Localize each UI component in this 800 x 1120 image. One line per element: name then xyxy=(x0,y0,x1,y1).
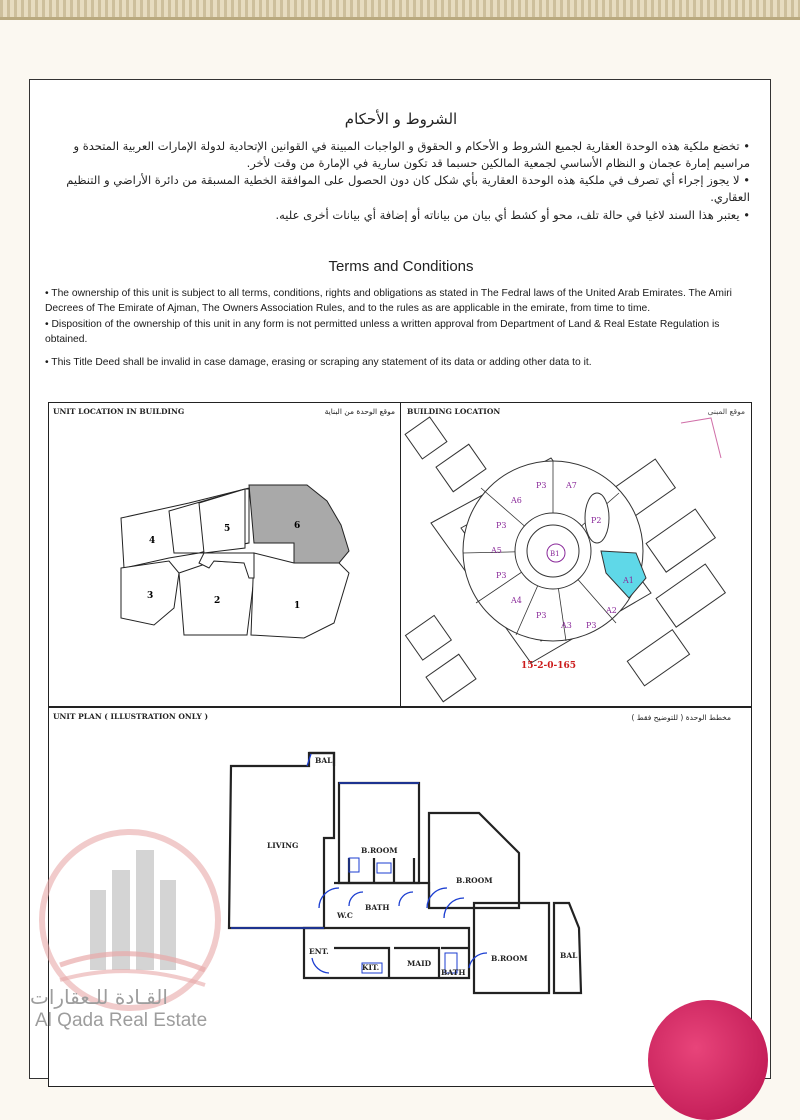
room-label: MAID xyxy=(407,959,432,968)
segment-label: P3 xyxy=(586,621,597,630)
unit-plan-label: UNIT PLAN ( ILLUSTRATION ONLY ) xyxy=(53,712,209,721)
segment-label: P3 xyxy=(496,521,507,530)
room-label: BAL xyxy=(315,756,333,765)
segment-label: A7 xyxy=(566,481,577,490)
segment-label: A3 xyxy=(561,621,572,630)
center-label: B1 xyxy=(550,550,560,558)
unit-label: 5 xyxy=(224,524,231,534)
terms-en-title: Terms and Conditions xyxy=(328,258,474,275)
unit-location-floorplan xyxy=(49,403,402,707)
floating-action-badge[interactable] xyxy=(648,1000,768,1120)
unit-location-label: UNIT LOCATION IN BUILDING xyxy=(53,407,185,416)
segment-label: P2 xyxy=(591,516,602,525)
watermark-arabic: القـادة للـعقارات xyxy=(30,985,168,1009)
bedroom3-wall xyxy=(474,903,549,993)
building-location-panel xyxy=(400,402,752,707)
terms-ar-item: • تخضع ملكية هذه الوحدة العقارية لجميع الشروط و الأحكام و الحقوق و الواجبات المبينة في القوانين الإتحادية لدولة الإمارات العربية المتحدة و مراسيم إمارة عجمان و النظام الأساسي لجمعية المالكين حسبما قد تكون سارية في الإمارة من وقت لأخر. xyxy=(73,139,750,170)
room-label: BATH xyxy=(365,903,390,912)
terms-ar-item: • يعتبر هذا السند لاغيا في حالة تلف، محو أو كشط أي بيان من بياناته أو إضافة أي بيانات أخرى عليه. xyxy=(275,208,750,222)
room-label: B.ROOM xyxy=(456,876,493,885)
unit-location-panel xyxy=(48,402,402,707)
room-label: BATH xyxy=(441,968,466,977)
segment-label: P3 xyxy=(496,571,507,580)
decorative-top-border xyxy=(0,0,800,20)
watermark-english: Al Qada Real Estate xyxy=(35,1010,208,1031)
room-label: B.ROOM xyxy=(491,954,528,963)
room-label: BAL xyxy=(560,951,578,960)
terms-en-item: • This Title Deed shall be invalid in case damage, erasing or scraping any statement of its data or adding other data to it. xyxy=(45,357,592,368)
segment-label: P3 xyxy=(536,481,547,490)
unit-label: 4 xyxy=(149,536,156,546)
bedroom1-wall xyxy=(339,783,419,883)
plot-number: 15-2-0-165 xyxy=(521,661,577,671)
building-site-map xyxy=(401,403,752,707)
segment-label: P3 xyxy=(536,611,547,620)
room-label: W.C xyxy=(337,911,353,920)
terms-en-item: • The ownership of this unit is subject to all terms, conditions, rights and obligations as stated in The Fedral laws of the United Arab Emirates. The Amiri Decrees of The Emirate of Ajman, The Owners Association Rules, and to the rules as are applicable in the emirate, from time to time. xyxy=(45,288,732,314)
unit-label: 2 xyxy=(214,596,221,606)
bedroom2-wall xyxy=(429,813,519,908)
room-label: LIVING xyxy=(267,841,299,850)
unit-label: 3 xyxy=(147,591,154,601)
bal2-wall xyxy=(554,903,581,993)
unit-1-shape xyxy=(251,553,349,638)
building-location-label: BUILDING LOCATION xyxy=(407,407,501,416)
room-label: ENT. xyxy=(309,947,329,956)
segment-label: A4 xyxy=(511,596,522,605)
unit-plan-label-ar: مخطط الوحدة ( للتوضيح فقط ) xyxy=(631,713,731,722)
terms-ar-title: الشروط و الأحكام xyxy=(344,110,458,128)
room-label: B.ROOM xyxy=(361,846,398,855)
terms-ar-item: • لا يجوز إجراء أي تصرف في ملكية هذه الوحدة العقارية بأي شكل كان دون الحصول على الموافقة الخطية المسبقة من دائرة الأراضي و التنظيم العقاري. xyxy=(66,173,750,204)
room-label: KIT. xyxy=(362,963,380,972)
segment-label: A1 xyxy=(623,576,634,585)
segment-label: A6 xyxy=(511,496,522,505)
terms-en-item: • Disposition of the ownership of this unit in any form is not permitted unless a written approval from Department of Land & Real Estate Regulation is obtained. xyxy=(45,319,720,345)
segment-label: A5 xyxy=(491,546,502,555)
building-location-label-ar: موقع المبنى xyxy=(707,407,745,416)
unit-label: 1 xyxy=(294,601,301,611)
segment-label: A2 xyxy=(606,606,617,615)
unit-label: 6 xyxy=(294,521,301,531)
unit-location-label-ar: موقع الوحدة من البناية xyxy=(324,407,395,416)
